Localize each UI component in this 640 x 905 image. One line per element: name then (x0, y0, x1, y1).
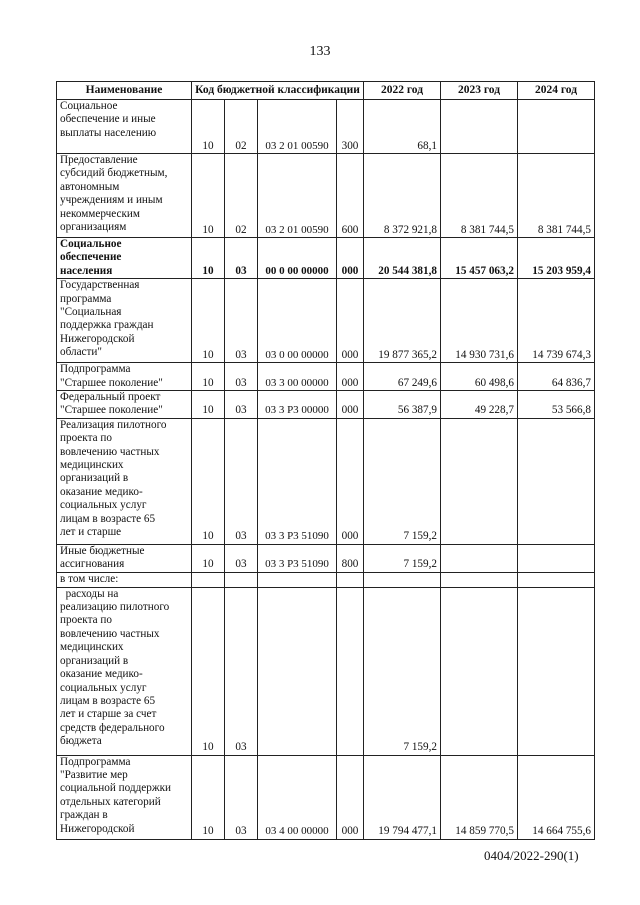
row-value-2022: 67 249,6 (364, 363, 441, 391)
row-name: Социальное обеспечение и иные выплаты населению (57, 100, 192, 154)
row-section: 10 (192, 755, 225, 839)
row-value-2023 (441, 587, 518, 755)
header-2024: 2024 год (518, 82, 595, 100)
row-target-code: 03 3 P3 51090 (258, 418, 337, 544)
document-code: 0404/2022-290(1) (484, 848, 579, 863)
row-value-2023 (441, 100, 518, 154)
row-value-2022: 7 159,2 (364, 544, 441, 572)
row-value-2024 (518, 587, 595, 755)
row-subsection: 03 (225, 755, 258, 839)
row-value-2023: 60 498,6 (441, 363, 518, 391)
table-row (57, 279, 595, 363)
row-section: 10 (192, 418, 225, 544)
row-value-2022: 68,1 (364, 100, 441, 154)
row-name: Предоставление субсидий бюджетным, автономным учреждениям и иным некоммерческим организациям (57, 154, 192, 238)
row-target-code (258, 572, 337, 587)
header-2023: 2023 год (441, 82, 518, 100)
row-name: Социальное обеспечение населения (57, 238, 192, 279)
header-code: Код бюджетной классификации (192, 82, 364, 100)
row-value-2023 (441, 544, 518, 572)
row-expense-type: 000 (337, 755, 364, 839)
row-value-2024: 64 836,7 (518, 363, 595, 391)
page-number: 133 (309, 44, 331, 59)
row-target-code: 03 0 00 00000 (258, 279, 337, 363)
row-name: Реализация пилотного проекта по вовлечению частных медицинских организаций в оказание медико- социальных услуг лицам в возрасте 65 лет и старше (57, 418, 192, 544)
table-row (57, 587, 595, 755)
row-name: Подпрограмма "Старшее поколение" (57, 363, 192, 391)
row-section: 10 (192, 544, 225, 572)
header-2022: 2022 год (364, 82, 441, 100)
row-section: 10 (192, 279, 225, 363)
row-subsection: 03 (225, 279, 258, 363)
row-value-2024 (518, 572, 595, 587)
budget-table (56, 81, 595, 840)
row-target-code: 03 4 00 00000 (258, 755, 337, 839)
row-value-2022: 7 159,2 (364, 418, 441, 544)
row-subsection: 03 (225, 363, 258, 391)
table-header-row (57, 82, 595, 100)
row-expense-type: 800 (337, 544, 364, 572)
row-value-2024: 53 566,8 (518, 391, 595, 419)
row-subsection: 02 (225, 154, 258, 238)
row-value-2024: 15 203 959,4 (518, 238, 595, 279)
row-target-code: 03 2 01 00590 (258, 154, 337, 238)
row-value-2024 (518, 544, 595, 572)
table-row (57, 363, 595, 391)
table-row (57, 544, 595, 572)
row-value-2024: 14 739 674,3 (518, 279, 595, 363)
row-value-2022: 8 372 921,8 (364, 154, 441, 238)
row-value-2022 (364, 572, 441, 587)
row-section: 10 (192, 100, 225, 154)
table-row (57, 418, 595, 544)
row-value-2022: 19 877 365,2 (364, 279, 441, 363)
row-name: расходы на реализацию пилотного проекта по вовлечению частных медицинских организаций в оказание медико- социальных услуг лицам в возрасте 65 лет и старше за счет средств федерального бюджета (57, 587, 192, 755)
row-expense-type: 000 (337, 238, 364, 279)
row-value-2024: 14 664 755,6 (518, 755, 595, 839)
row-name: Иные бюджетные ассигнования (57, 544, 192, 572)
row-name: Федеральный проект "Старшее поколение" (57, 391, 192, 419)
row-value-2023: 14 859 770,5 (441, 755, 518, 839)
table-row (57, 572, 595, 587)
row-value-2024 (518, 418, 595, 544)
row-section: 10 (192, 238, 225, 279)
row-section: 10 (192, 154, 225, 238)
row-target-code: 03 3 00 00000 (258, 363, 337, 391)
row-subsection: 03 (225, 587, 258, 755)
row-value-2023 (441, 418, 518, 544)
row-value-2022: 19 794 477,1 (364, 755, 441, 839)
row-expense-type: 000 (337, 418, 364, 544)
row-target-code: 03 3 P3 00000 (258, 391, 337, 419)
row-target-code (258, 587, 337, 755)
row-value-2022: 7 159,2 (364, 587, 441, 755)
row-subsection: 03 (225, 544, 258, 572)
row-value-2023 (441, 572, 518, 587)
row-expense-type: 600 (337, 154, 364, 238)
row-value-2023: 49 228,7 (441, 391, 518, 419)
row-name: Государственная программа "Социальная поддержка граждан Нижегородской области" (57, 279, 192, 363)
row-expense-type (337, 572, 364, 587)
header-name: Наименование (57, 82, 192, 100)
row-value-2022: 56 387,9 (364, 391, 441, 419)
row-subsection: 03 (225, 238, 258, 279)
row-subsection: 03 (225, 391, 258, 419)
row-section: 10 (192, 363, 225, 391)
table-row (57, 391, 595, 419)
row-expense-type: 000 (337, 363, 364, 391)
row-target-code: 03 2 01 00590 (258, 100, 337, 154)
row-value-2024: 8 381 744,5 (518, 154, 595, 238)
row-section (192, 572, 225, 587)
row-subsection: 03 (225, 418, 258, 544)
row-subsection: 02 (225, 100, 258, 154)
row-value-2023: 8 381 744,5 (441, 154, 518, 238)
row-target-code: 03 3 P3 51090 (258, 544, 337, 572)
row-expense-type: 000 (337, 391, 364, 419)
row-section: 10 (192, 391, 225, 419)
row-target-code: 00 0 00 00000 (258, 238, 337, 279)
row-expense-type (337, 587, 364, 755)
row-value-2022: 20 544 381,8 (364, 238, 441, 279)
row-expense-type: 000 (337, 279, 364, 363)
row-name: Подпрограмма "Развитие мер социальной поддержки отдельных категорий граждан в Нижегородской (57, 755, 192, 839)
row-subsection (225, 572, 258, 587)
row-expense-type: 300 (337, 100, 364, 154)
table-row (57, 100, 595, 154)
row-section: 10 (192, 587, 225, 755)
table-row (57, 755, 595, 839)
row-value-2024 (518, 100, 595, 154)
row-value-2023: 15 457 063,2 (441, 238, 518, 279)
row-value-2023: 14 930 731,6 (441, 279, 518, 363)
table-row (57, 238, 595, 279)
row-name: в том числе: (57, 572, 192, 587)
table-row (57, 154, 595, 238)
